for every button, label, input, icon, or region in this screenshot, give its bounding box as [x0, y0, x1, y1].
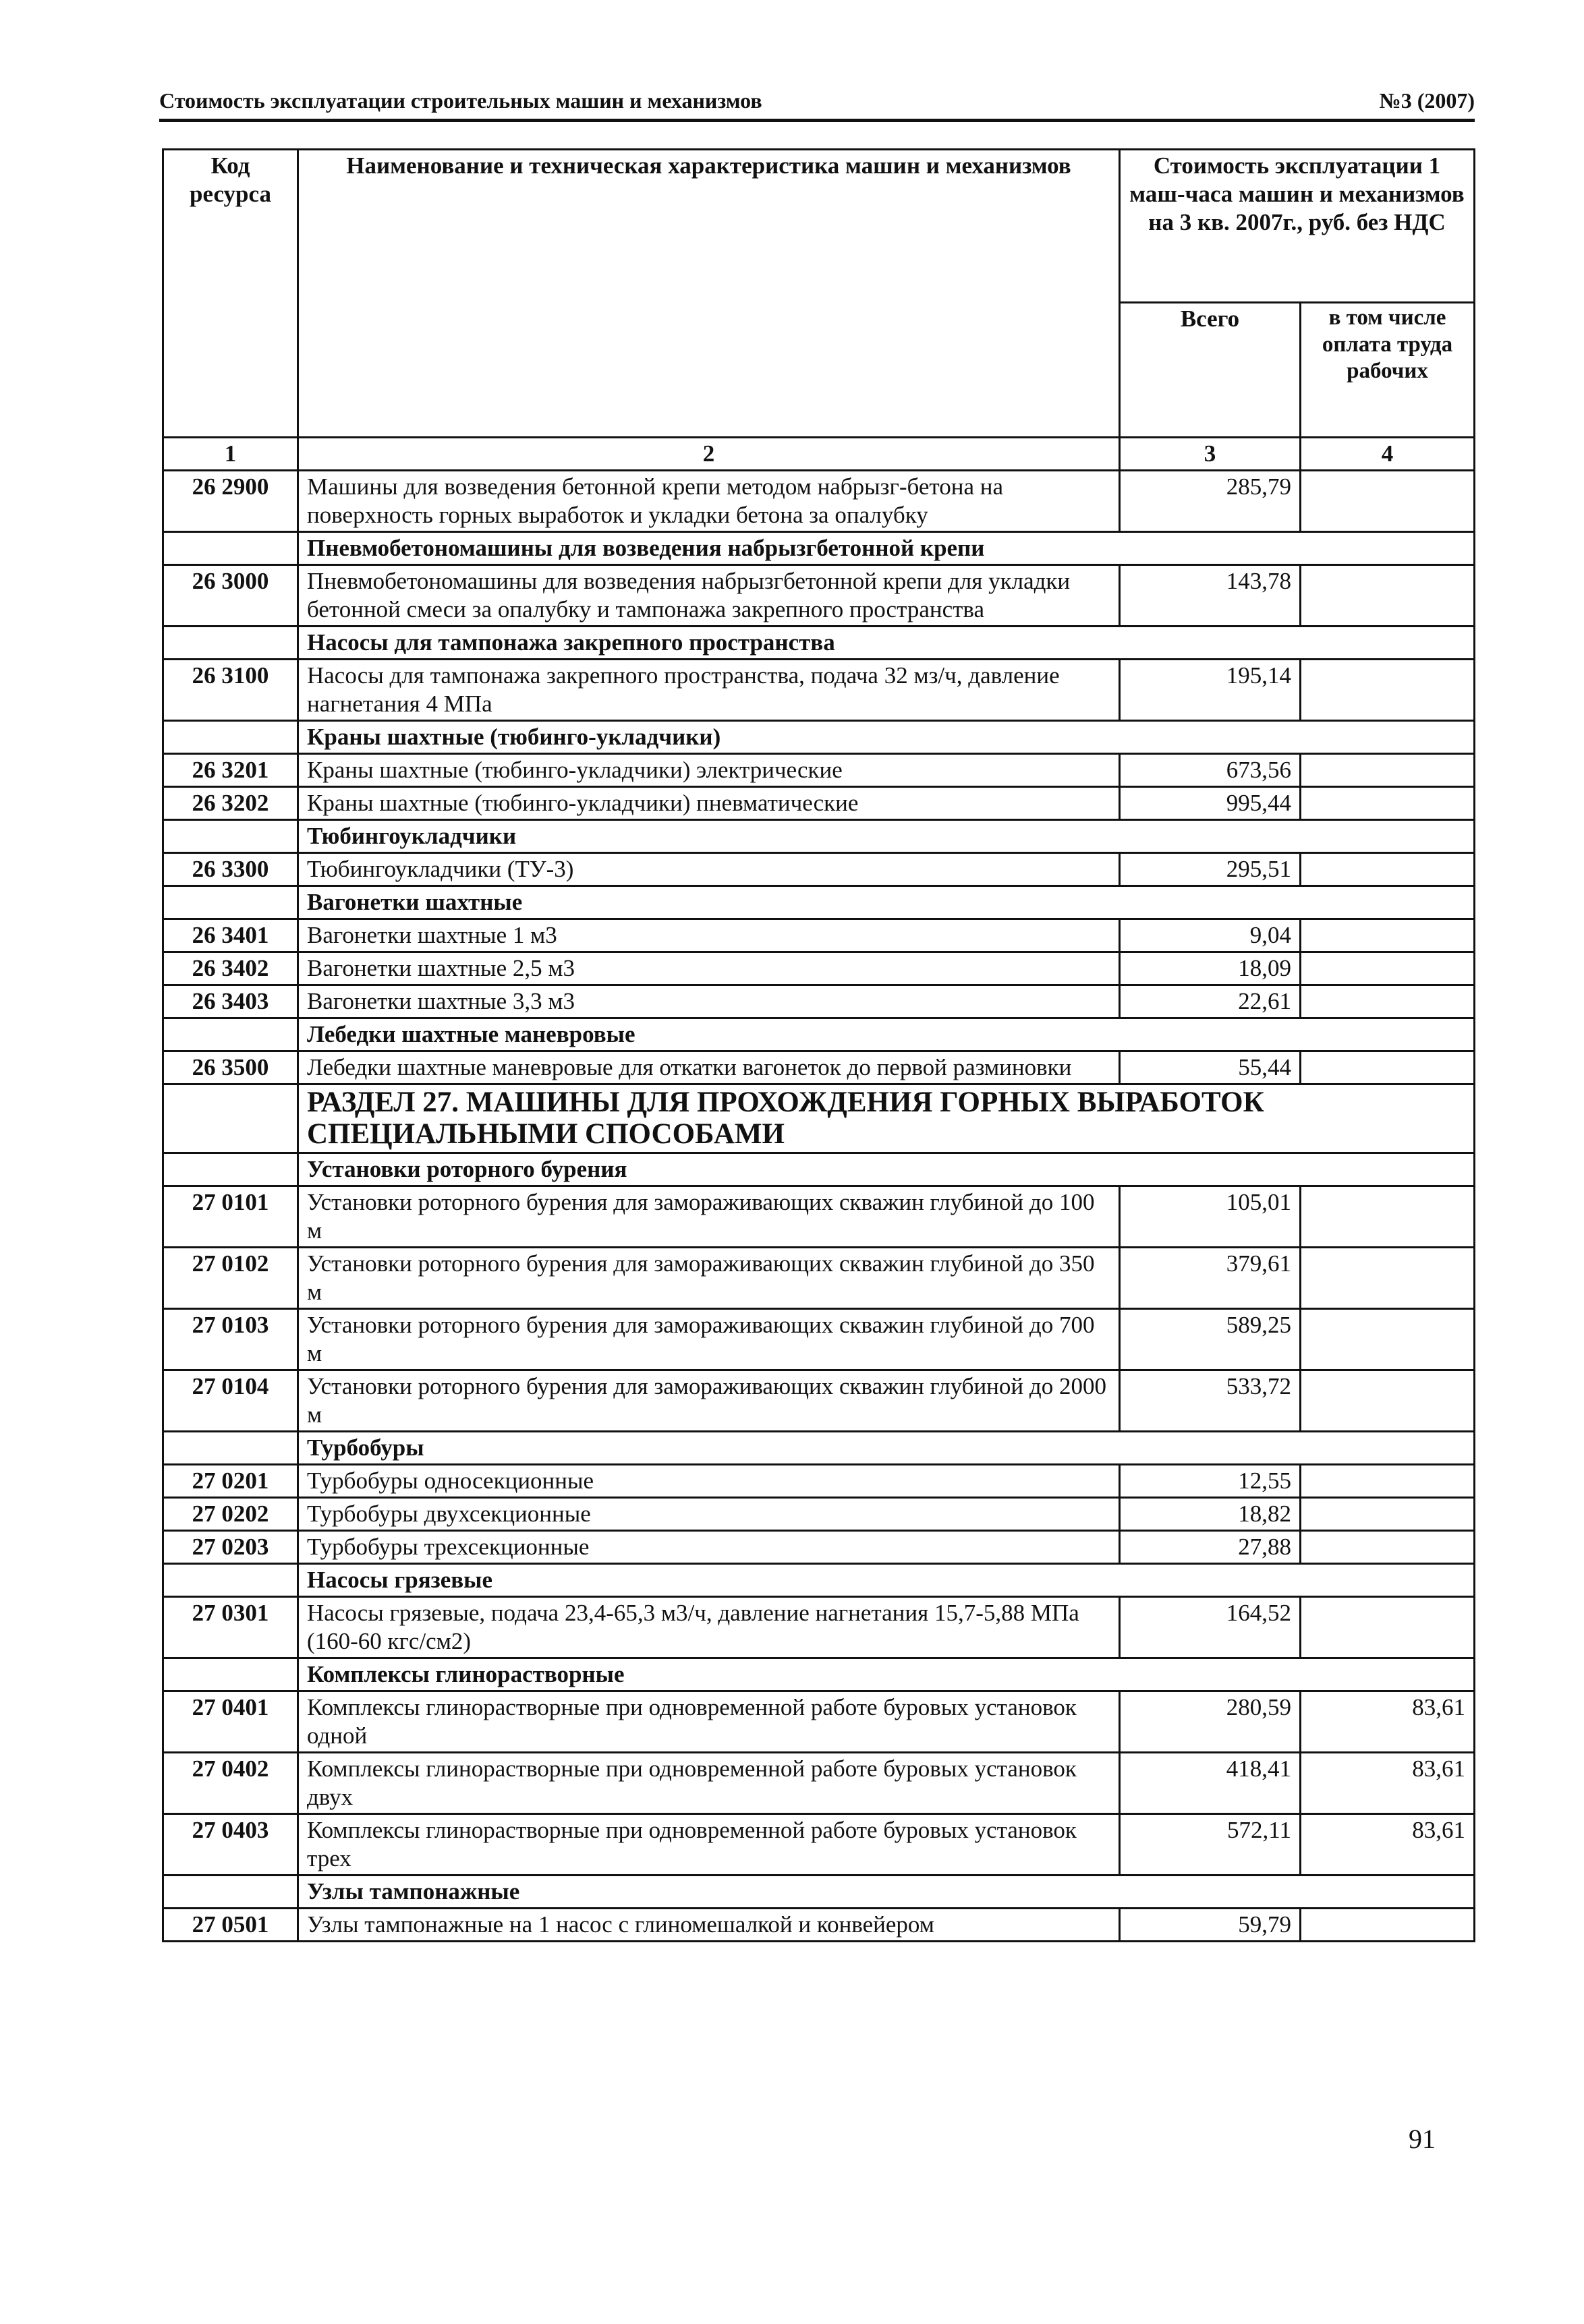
table-row: [163, 787, 1475, 820]
cost-labor: [1301, 1186, 1475, 1247]
issue-number: №3 (2007): [1379, 88, 1475, 113]
resource-name: Турбобуры двухсекционные: [298, 1497, 1120, 1530]
group-name: Узлы тампонажные: [298, 1875, 1475, 1908]
page-header: [159, 86, 1475, 119]
group-row: [163, 886, 1475, 919]
resource-name: Турбобуры трехсекционные: [298, 1530, 1120, 1563]
group-code-cell: [163, 1563, 298, 1596]
group-name: Установки роторного бурения: [298, 1153, 1475, 1186]
table-row: [163, 1051, 1475, 1084]
section-title: РАЗДЕЛ 27. МАШИНЫ ДЛЯ ПРОХОЖДЕНИЯ ГОРНЫХ ВЫРАБОТОК СПЕЦИАЛЬНЫМИ СПОСОБАМИ: [298, 1084, 1475, 1153]
resource-code: 27 0501: [163, 1908, 298, 1941]
table-row: [163, 1813, 1475, 1875]
group-row: [163, 1875, 1475, 1908]
resource-code: 26 3402: [163, 952, 298, 985]
header-rule: [159, 119, 1475, 122]
cost-labor: [1301, 1370, 1475, 1431]
cost-total: 195,14: [1120, 660, 1301, 721]
cost-total: 143,78: [1120, 565, 1301, 627]
cost-labor: [1301, 1308, 1475, 1370]
resource-name: Вагонетки шахтные 1 м3: [298, 919, 1120, 952]
table-row: [163, 1308, 1475, 1370]
resource-code: 26 3401: [163, 919, 298, 952]
cost-total: 18,09: [1120, 952, 1301, 985]
resource-code: 27 0103: [163, 1308, 298, 1370]
cost-total: 18,82: [1120, 1497, 1301, 1530]
table-row: [163, 1530, 1475, 1563]
resource-code: 27 0104: [163, 1370, 298, 1431]
cost-total: 59,79: [1120, 1908, 1301, 1941]
resource-code: 26 3403: [163, 985, 298, 1018]
group-code-cell: [163, 886, 298, 919]
resource-name: Узлы тампонажные на 1 насос с глиномешалкой и конвейером: [298, 1908, 1120, 1941]
resource-name: Пневмобетономашины для возведения набрызгбетонной крепи для укладки бетонной смеси за опалубку и тампонажа закрепного пространства: [298, 565, 1120, 627]
cost-total: 55,44: [1120, 1051, 1301, 1084]
cost-labor: 83,61: [1301, 1752, 1475, 1813]
group-name: Насосы для тампонажа закрепного пространства: [298, 627, 1475, 660]
cost-labor: [1301, 952, 1475, 985]
resource-name: Комплексы глинорастворные при одновременной работе буровых установок трех: [298, 1813, 1120, 1875]
resource-code: 27 0402: [163, 1752, 298, 1813]
table-row: [163, 1464, 1475, 1497]
resource-name: Краны шахтные (тюбинго-укладчики) пневматические: [298, 787, 1120, 820]
group-code-cell: [163, 1431, 298, 1464]
cost-total: 12,55: [1120, 1464, 1301, 1497]
resource-code: 26 3300: [163, 853, 298, 886]
cost-labor: [1301, 1530, 1475, 1563]
group-name: Лебедки шахтные маневровые: [298, 1018, 1475, 1051]
group-code-cell: [163, 1018, 298, 1051]
header-cost: Стоимость эксплуатации 1 маш-часа машин и механизмов на 3 кв. 2007г., руб. без НДС: [1120, 150, 1475, 303]
group-name: Насосы грязевые: [298, 1563, 1475, 1596]
resource-code: 26 3202: [163, 787, 298, 820]
col-num-4: 4: [1301, 438, 1475, 471]
table-row: [163, 853, 1475, 886]
resource-name: Установки роторного бурения для замораживающих скважин глубиной до 2000 м: [298, 1370, 1120, 1431]
table-row: [163, 1186, 1475, 1247]
cost-total: 533,72: [1120, 1370, 1301, 1431]
table-row: [163, 1908, 1475, 1941]
table-row: [163, 471, 1475, 532]
group-code-cell: [163, 627, 298, 660]
table-row: [163, 919, 1475, 952]
cost-labor: [1301, 1596, 1475, 1658]
table-row: [163, 1497, 1475, 1530]
resource-name: Тюбингоукладчики (ТУ-3): [298, 853, 1120, 886]
section-row: [163, 1084, 1475, 1153]
cost-labor: [1301, 1908, 1475, 1941]
cost-labor: [1301, 1464, 1475, 1497]
cost-labor: [1301, 1247, 1475, 1308]
resource-name: Насосы для тампонажа закрепного пространства, подача 32 мз/ч, давление нагнетания 4 МПа: [298, 660, 1120, 721]
resource-name: Вагонетки шахтные 2,5 м3: [298, 952, 1120, 985]
resource-cost-table: [162, 148, 1475, 1942]
group-row: [163, 1658, 1475, 1691]
resource-name: Комплексы глинорастворные при одновременной работе буровых установок одной: [298, 1691, 1120, 1752]
group-row: [163, 627, 1475, 660]
group-row: [163, 1018, 1475, 1051]
cost-labor: [1301, 754, 1475, 787]
group-row: [163, 1431, 1475, 1464]
resource-code: 27 0403: [163, 1813, 298, 1875]
resource-code: 27 0203: [163, 1530, 298, 1563]
table-header-row: [163, 150, 1475, 303]
group-row: [163, 532, 1475, 565]
resource-name: Машины для возведения бетонной крепи методом набрызг-бетона на поверхность горных выработок и укладки бетона за опалубку: [298, 471, 1120, 532]
cost-labor: [1301, 1051, 1475, 1084]
group-code-cell: [163, 1875, 298, 1908]
cost-labor: [1301, 660, 1475, 721]
page-number: 91: [1409, 2124, 1436, 2154]
table-row: [163, 1370, 1475, 1431]
cost-labor: [1301, 787, 1475, 820]
cost-total: 22,61: [1120, 985, 1301, 1018]
cost-total: 379,61: [1120, 1247, 1301, 1308]
resource-name: Установки роторного бурения для замораживающих скважин глубиной до 700 м: [298, 1308, 1120, 1370]
cost-total: 295,51: [1120, 853, 1301, 886]
resource-code: 27 0202: [163, 1497, 298, 1530]
cost-total: 418,41: [1120, 1752, 1301, 1813]
resource-name: Вагонетки шахтные 3,3 м3: [298, 985, 1120, 1018]
group-row: [163, 721, 1475, 754]
group-name: Пневмобетономашины для возведения набрызгбетонной крепи: [298, 532, 1475, 565]
cost-labor: [1301, 853, 1475, 886]
header-total: Всего: [1120, 303, 1301, 438]
cost-total: 673,56: [1120, 754, 1301, 787]
column-numbers-row: [163, 438, 1475, 471]
resource-name: Установки роторного бурения для замораживающих скважин глубиной до 350 м: [298, 1247, 1120, 1308]
group-row: [163, 1153, 1475, 1186]
cost-labor: [1301, 1497, 1475, 1530]
resource-name: Насосы грязевые, подача 23,4-65,3 м3/ч, давление нагнетания 15,7-5,88 МПа (160-60 кгс/см2): [298, 1596, 1120, 1658]
table-row: [163, 1247, 1475, 1308]
cost-total: 27,88: [1120, 1530, 1301, 1563]
cost-labor: [1301, 471, 1475, 532]
cost-total: 164,52: [1120, 1596, 1301, 1658]
table-row: [163, 985, 1475, 1018]
header-name: Наименование и техническая характеристика машин и механизмов: [298, 150, 1120, 438]
cost-labor: 83,61: [1301, 1813, 1475, 1875]
group-name: Вагонетки шахтные: [298, 886, 1475, 919]
table-row: [163, 565, 1475, 627]
resource-name: Установки роторного бурения для замораживающих скважин глубиной до 100 м: [298, 1186, 1120, 1247]
group-code-cell: [163, 1658, 298, 1691]
cost-total: 9,04: [1120, 919, 1301, 952]
col-num-3: 3: [1120, 438, 1301, 471]
col-num-1: 1: [163, 438, 298, 471]
header-code: Код ресурса: [163, 150, 298, 438]
resource-name: Турбобуры односекционные: [298, 1464, 1120, 1497]
resource-code: 26 3000: [163, 565, 298, 627]
cost-total: 285,79: [1120, 471, 1301, 532]
journal-title: Стоимость эксплуатации строительных машин и механизмов: [159, 88, 762, 113]
table-row: [163, 660, 1475, 721]
group-name: Тюбингоукладчики: [298, 820, 1475, 853]
cost-total: 105,01: [1120, 1186, 1301, 1247]
cost-total: 572,11: [1120, 1813, 1301, 1875]
resource-code: 27 0102: [163, 1247, 298, 1308]
resource-code: 26 3201: [163, 754, 298, 787]
resource-code: 27 0301: [163, 1596, 298, 1658]
cost-labor: [1301, 565, 1475, 627]
resource-code: 27 0201: [163, 1464, 298, 1497]
table-row: [163, 1596, 1475, 1658]
header-labor: в том числе оплата труда рабочих: [1301, 303, 1475, 438]
cost-total: 589,25: [1120, 1308, 1301, 1370]
group-code-cell: [163, 532, 298, 565]
resource-code: 26 2900: [163, 471, 298, 532]
cost-total: 280,59: [1120, 1691, 1301, 1752]
resource-name: Комплексы глинорастворные при одновременной работе буровых установок двух: [298, 1752, 1120, 1813]
group-code-cell: [163, 820, 298, 853]
group-name: Турбобуры: [298, 1431, 1475, 1464]
cost-total: 995,44: [1120, 787, 1301, 820]
cost-labor: 83,61: [1301, 1691, 1475, 1752]
group-code-cell: [163, 721, 298, 754]
table-row: [163, 754, 1475, 787]
cost-labor: [1301, 985, 1475, 1018]
col-num-2: 2: [298, 438, 1120, 471]
resource-code: 26 3100: [163, 660, 298, 721]
resource-name: Краны шахтные (тюбинго-укладчики) электрические: [298, 754, 1120, 787]
cost-labor: [1301, 919, 1475, 952]
table-row: [163, 1752, 1475, 1813]
resource-code: 26 3500: [163, 1051, 298, 1084]
resource-code: 27 0101: [163, 1186, 298, 1247]
section-code-cell: [163, 1084, 298, 1153]
group-name: Комплексы глинорастворные: [298, 1658, 1475, 1691]
resource-name: Лебедки шахтные маневровые для откатки вагонеток до первой разминовки: [298, 1051, 1120, 1084]
resource-code: 27 0401: [163, 1691, 298, 1752]
group-row: [163, 1563, 1475, 1596]
table-row: [163, 952, 1475, 985]
group-name: Краны шахтные (тюбинго-укладчики): [298, 721, 1475, 754]
group-code-cell: [163, 1153, 298, 1186]
table-row: [163, 1691, 1475, 1752]
group-row: [163, 820, 1475, 853]
